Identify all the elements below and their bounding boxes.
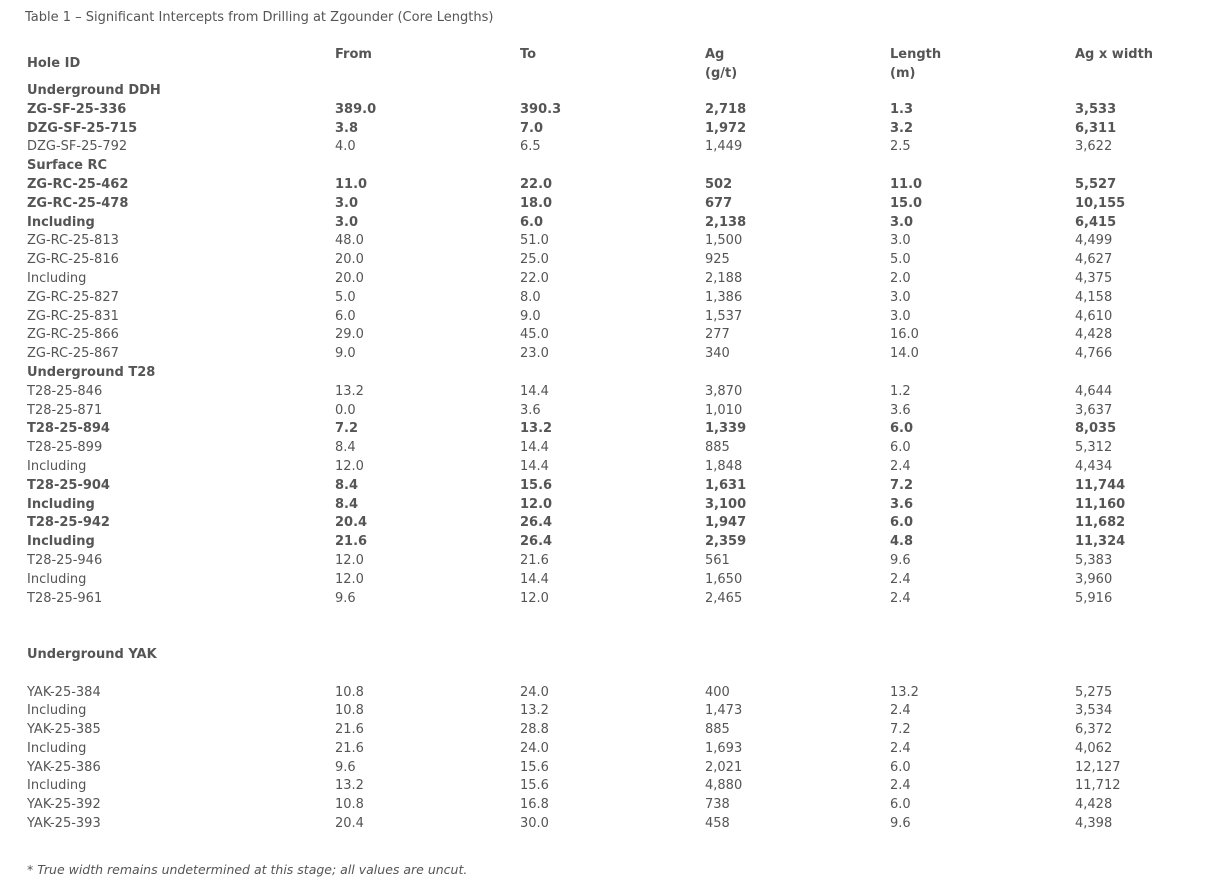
cell-ag: 1,473 — [705, 703, 743, 719]
cell-hole-id: T28-25-942 — [27, 515, 110, 531]
cell-to: 8.0 — [520, 289, 541, 305]
cell-ag-width: 4,610 — [1075, 308, 1113, 324]
table-row — [0, 232, 1220, 251]
cell-ag-width: 12,127 — [1075, 759, 1121, 775]
cell-to: 21.6 — [520, 552, 549, 568]
cell-ag-width: 4,766 — [1075, 346, 1113, 362]
table-row — [0, 195, 1220, 214]
cell-to: 15.6 — [520, 759, 549, 775]
cell-to: 14.4 — [520, 440, 549, 456]
cell-from: 3.0 — [335, 214, 359, 230]
cell-ag: 3,870 — [705, 383, 743, 399]
cell-ag: 1,947 — [705, 515, 747, 531]
cell-length: 2.4 — [890, 740, 911, 756]
cell-ag-width: 5,916 — [1075, 590, 1113, 606]
cell-to: 24.0 — [520, 740, 549, 756]
cell-hole-id: T28-25-904 — [27, 477, 110, 493]
cell-to: 16.8 — [520, 797, 549, 813]
table-row — [0, 684, 1220, 703]
table-row — [0, 101, 1220, 120]
cell-ag: 2,718 — [705, 101, 747, 117]
cell-length: 2.4 — [890, 703, 911, 719]
header-length-unit: (m) — [890, 66, 916, 81]
table-body — [0, 82, 1220, 834]
cell-from: 12.0 — [335, 552, 364, 568]
table-row — [0, 270, 1220, 289]
cell-to: 26.4 — [520, 534, 553, 550]
cell-to: 22.0 — [520, 270, 549, 286]
cell-ag: 1,386 — [705, 289, 743, 305]
table-row — [0, 571, 1220, 590]
cell-ag-width: 4,062 — [1075, 740, 1113, 756]
cell-hole-id: ZG-RC-25-827 — [27, 289, 119, 305]
cell-from: 7.2 — [335, 421, 359, 437]
cell-ag-width: 6,415 — [1075, 214, 1117, 230]
cell-hole-id: T28-25-871 — [27, 402, 103, 418]
cell-hole-id: Including — [27, 740, 87, 756]
cell-ag-width: 4,428 — [1075, 797, 1113, 813]
cell-hole-id: YAK-25-386 — [27, 759, 101, 775]
cell-ag: 2,138 — [705, 214, 747, 230]
cell-ag-width: 4,398 — [1075, 816, 1113, 832]
cell-ag-width: 5,275 — [1075, 684, 1113, 700]
cell-from: 20.0 — [335, 252, 364, 268]
table-row — [0, 439, 1220, 458]
cell-hole-id: DZG-SF-25-715 — [27, 120, 138, 136]
cell-length: 2.4 — [890, 778, 911, 794]
cell-from: 21.6 — [335, 722, 364, 738]
section-row — [0, 157, 1220, 176]
cell-hole-id: ZG-RC-25-831 — [27, 308, 119, 324]
cell-length: 13.2 — [890, 684, 919, 700]
cell-ag: 925 — [705, 252, 730, 268]
cell-length: 7.2 — [890, 477, 914, 493]
cell-length: 9.6 — [890, 552, 911, 568]
table-row — [0, 702, 1220, 721]
cell-hole-id: Including — [27, 534, 95, 550]
spacer-row — [0, 627, 1220, 646]
table-row — [0, 402, 1220, 421]
cell-hole-id: ZG-RC-25-462 — [27, 176, 129, 192]
cell-length: 16.0 — [890, 327, 919, 343]
cell-hole-id: YAK-25-385 — [27, 722, 101, 738]
cell-length: 3.0 — [890, 289, 911, 305]
table-row — [0, 477, 1220, 496]
cell-to: 13.2 — [520, 703, 549, 719]
header-ag-unit: (g/t) — [705, 66, 738, 81]
header-to: To — [520, 47, 537, 62]
cell-length: 6.0 — [890, 797, 911, 813]
cell-ag-width: 4,627 — [1075, 252, 1113, 268]
cell-ag: 1,537 — [705, 308, 743, 324]
cell-length: 1.2 — [890, 383, 911, 399]
cell-length: 11.0 — [890, 176, 923, 192]
table-row — [0, 590, 1220, 609]
spacer-row — [0, 608, 1220, 627]
cell-length: 3.0 — [890, 308, 911, 324]
cell-hole-id: T28-25-961 — [27, 590, 103, 606]
table-row — [0, 815, 1220, 834]
cell-to: 6.5 — [520, 139, 541, 155]
cell-ag: 1,449 — [705, 139, 743, 155]
cell-from: 4.0 — [335, 139, 356, 155]
header-ag-width: Ag x width — [1075, 47, 1154, 62]
table-row — [0, 496, 1220, 515]
header-length — [890, 45, 941, 83]
cell-from: 20.4 — [335, 816, 364, 832]
cell-from: 13.2 — [335, 383, 364, 399]
cell-ag: 885 — [705, 440, 730, 456]
cell-from: 20.4 — [335, 515, 368, 531]
cell-to: 25.0 — [520, 252, 549, 268]
cell-to: 24.0 — [520, 684, 549, 700]
cell-to: 26.4 — [520, 515, 553, 531]
cell-to: 30.0 — [520, 816, 549, 832]
cell-hole-id: T28-25-846 — [27, 383, 103, 399]
cell-from: 11.0 — [335, 176, 368, 192]
cell-hole-id: YAK-25-393 — [27, 816, 101, 832]
cell-ag: 277 — [705, 327, 730, 343]
cell-from: 21.6 — [335, 740, 364, 756]
cell-to: 45.0 — [520, 327, 549, 343]
table-row — [0, 214, 1220, 233]
cell-ag-width: 6,372 — [1075, 722, 1113, 738]
cell-to: 6.0 — [520, 214, 544, 230]
cell-ag-width: 4,428 — [1075, 327, 1113, 343]
cell-hole-id: T28-25-899 — [27, 440, 103, 456]
cell-ag-width: 11,682 — [1075, 515, 1126, 531]
table-row — [0, 740, 1220, 759]
cell-length: 15.0 — [890, 195, 923, 211]
cell-from: 8.4 — [335, 440, 356, 456]
cell-hole-id: YAK-25-384 — [27, 684, 101, 700]
cell-ag-width: 8,035 — [1075, 421, 1117, 437]
cell-from: 12.0 — [335, 458, 364, 474]
cell-ag-width: 3,533 — [1075, 101, 1117, 117]
table-row — [0, 420, 1220, 439]
section-label: Surface RC — [27, 158, 108, 174]
cell-length: 3.2 — [890, 120, 914, 136]
cell-length: 6.0 — [890, 440, 911, 456]
cell-from: 9.6 — [335, 759, 356, 775]
cell-from: 10.8 — [335, 703, 364, 719]
cell-from: 8.4 — [335, 496, 359, 512]
header-length-label: Length — [890, 47, 942, 62]
cell-length: 3.0 — [890, 233, 911, 249]
table-caption: Table 1 – Significant Intercepts from Drilling at Zgounder (Core Lengths) — [25, 10, 494, 25]
table-row — [0, 514, 1220, 533]
cell-ag-width: 4,644 — [1075, 383, 1113, 399]
table-row — [0, 552, 1220, 571]
cell-ag-width: 11,324 — [1075, 534, 1126, 550]
cell-ag-width: 11,160 — [1075, 496, 1126, 512]
cell-hole-id: DZG-SF-25-792 — [27, 139, 128, 155]
section-row — [0, 646, 1220, 665]
cell-hole-id: ZG-RC-25-816 — [27, 252, 119, 268]
cell-hole-id: ZG-RC-25-478 — [27, 195, 129, 211]
cell-from: 8.4 — [335, 477, 359, 493]
cell-hole-id: Including — [27, 214, 95, 230]
section-row — [0, 364, 1220, 383]
cell-to: 18.0 — [520, 195, 553, 211]
cell-hole-id: YAK-25-392 — [27, 797, 101, 813]
cell-hole-id: T28-25-946 — [27, 552, 103, 568]
cell-length: 1.3 — [890, 101, 914, 117]
cell-ag-width: 4,434 — [1075, 458, 1113, 474]
cell-hole-id: Including — [27, 703, 87, 719]
cell-ag: 738 — [705, 797, 730, 813]
cell-hole-id: ZG-SF-25-336 — [27, 101, 127, 117]
section-row — [0, 82, 1220, 101]
cell-ag: 1,650 — [705, 571, 743, 587]
cell-from: 3.0 — [335, 195, 359, 211]
header-hole-id: Hole ID — [27, 56, 81, 71]
cell-to: 23.0 — [520, 346, 549, 362]
cell-ag: 677 — [705, 195, 733, 211]
cell-hole-id: Including — [27, 496, 95, 512]
table-row — [0, 777, 1220, 796]
cell-length: 6.0 — [890, 515, 914, 531]
cell-ag: 2,021 — [705, 759, 743, 775]
header-ag-label: Ag — [705, 47, 725, 62]
cell-length: 3.6 — [890, 496, 914, 512]
table-row — [0, 345, 1220, 364]
section-label: Underground T28 — [27, 364, 156, 380]
cell-to: 28.8 — [520, 722, 549, 738]
cell-ag-width: 4,158 — [1075, 289, 1113, 305]
cell-from: 9.0 — [335, 346, 356, 362]
cell-from: 12.0 — [335, 571, 364, 587]
section-label: Underground YAK — [27, 646, 157, 662]
cell-ag: 4,880 — [705, 778, 743, 794]
table-row — [0, 533, 1220, 552]
cell-ag-width: 6,311 — [1075, 120, 1117, 136]
table-row — [0, 308, 1220, 327]
table-row — [0, 120, 1220, 139]
cell-to: 7.0 — [520, 120, 544, 136]
table-row — [0, 138, 1220, 157]
cell-from: 21.6 — [335, 534, 368, 550]
cell-to: 15.6 — [520, 477, 553, 493]
cell-from: 20.0 — [335, 270, 364, 286]
table-row — [0, 251, 1220, 270]
footnote: * True width remains undetermined at this stage; all values are uncut. — [27, 862, 468, 877]
cell-hole-id: ZG-RC-25-813 — [27, 233, 119, 249]
cell-from: 48.0 — [335, 233, 364, 249]
cell-from: 9.6 — [335, 590, 356, 606]
cell-ag: 1,500 — [705, 233, 743, 249]
cell-to: 9.0 — [520, 308, 541, 324]
cell-ag: 561 — [705, 552, 730, 568]
cell-ag-width: 3,637 — [1075, 402, 1113, 418]
cell-from: 6.0 — [335, 308, 356, 324]
table-row — [0, 383, 1220, 402]
cell-ag-width: 5,383 — [1075, 552, 1113, 568]
cell-length: 4.8 — [890, 534, 914, 550]
cell-ag-width: 4,375 — [1075, 270, 1113, 286]
cell-ag: 1,693 — [705, 740, 743, 756]
table-row — [0, 796, 1220, 815]
cell-hole-id: Including — [27, 270, 87, 286]
cell-ag: 1,848 — [705, 458, 743, 474]
cell-ag: 2,188 — [705, 270, 743, 286]
cell-length: 7.2 — [890, 722, 911, 738]
table-row — [0, 458, 1220, 477]
cell-to: 12.0 — [520, 590, 549, 606]
cell-ag: 1,010 — [705, 402, 743, 418]
cell-ag: 458 — [705, 816, 730, 832]
header-from: From — [335, 47, 372, 62]
cell-length: 9.6 — [890, 816, 911, 832]
cell-to: 14.4 — [520, 458, 549, 474]
cell-ag-width: 11,744 — [1075, 477, 1126, 493]
table-header — [0, 45, 1220, 85]
cell-to: 14.4 — [520, 383, 549, 399]
cell-to: 15.6 — [520, 778, 549, 794]
header-ag — [705, 45, 737, 83]
cell-hole-id: Including — [27, 571, 87, 587]
cell-ag-width: 4,499 — [1075, 233, 1113, 249]
cell-hole-id: Including — [27, 458, 87, 474]
cell-hole-id: T28-25-894 — [27, 421, 110, 437]
cell-ag: 3,100 — [705, 496, 747, 512]
cell-from: 389.0 — [335, 101, 377, 117]
cell-ag: 885 — [705, 722, 730, 738]
cell-ag: 1,972 — [705, 120, 747, 136]
cell-length: 14.0 — [890, 346, 919, 362]
cell-ag: 502 — [705, 176, 733, 192]
cell-hole-id: ZG-RC-25-867 — [27, 346, 119, 362]
cell-to: 14.4 — [520, 571, 549, 587]
cell-ag-width: 10,155 — [1075, 195, 1126, 211]
section-label: Underground DDH — [27, 83, 161, 98]
cell-ag: 340 — [705, 346, 730, 362]
cell-ag: 400 — [705, 684, 730, 700]
cell-ag-width: 5,527 — [1075, 176, 1117, 192]
cell-length: 2.5 — [890, 139, 911, 155]
cell-from: 29.0 — [335, 327, 364, 343]
cell-ag: 1,631 — [705, 477, 747, 493]
cell-ag: 1,339 — [705, 421, 747, 437]
spacer-row — [0, 665, 1220, 684]
table-row — [0, 326, 1220, 345]
cell-ag-width: 3,960 — [1075, 571, 1113, 587]
cell-ag-width: 3,622 — [1075, 139, 1113, 155]
cell-ag: 2,359 — [705, 534, 747, 550]
cell-to: 51.0 — [520, 233, 549, 249]
cell-length: 2.4 — [890, 590, 911, 606]
cell-length: 2.4 — [890, 571, 911, 587]
cell-hole-id: Including — [27, 778, 87, 794]
cell-from: 3.8 — [335, 120, 359, 136]
cell-ag-width: 11,712 — [1075, 778, 1121, 794]
cell-from: 13.2 — [335, 778, 364, 794]
cell-length: 3.0 — [890, 214, 914, 230]
cell-ag-width: 5,312 — [1075, 440, 1113, 456]
cell-length: 6.0 — [890, 759, 911, 775]
cell-length: 5.0 — [890, 252, 911, 268]
table-row — [0, 721, 1220, 740]
cell-length: 3.6 — [890, 402, 911, 418]
table-row — [0, 176, 1220, 195]
table-row — [0, 759, 1220, 778]
cell-to: 12.0 — [520, 496, 553, 512]
cell-from: 0.0 — [335, 402, 356, 418]
cell-ag-width: 3,534 — [1075, 703, 1113, 719]
cell-length: 6.0 — [890, 421, 914, 437]
cell-hole-id: ZG-RC-25-866 — [27, 327, 119, 343]
table-row — [0, 289, 1220, 308]
cell-length: 2.4 — [890, 458, 911, 474]
cell-to: 13.2 — [520, 421, 553, 437]
cell-from: 10.8 — [335, 797, 364, 813]
cell-to: 3.6 — [520, 402, 541, 418]
cell-from: 10.8 — [335, 684, 364, 700]
cell-ag: 2,465 — [705, 590, 743, 606]
cell-from: 5.0 — [335, 289, 356, 305]
cell-to: 390.3 — [520, 101, 562, 117]
cell-length: 2.0 — [890, 270, 911, 286]
cell-to: 22.0 — [520, 176, 553, 192]
